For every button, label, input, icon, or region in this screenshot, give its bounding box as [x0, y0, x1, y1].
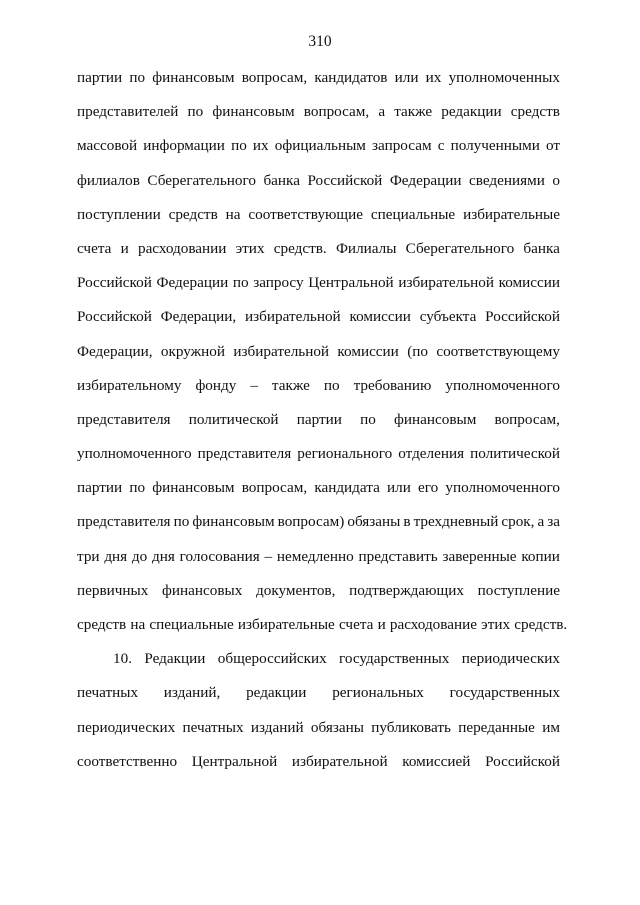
text-line: партии по финансовым вопросам, кандидатов или их уполномоченных	[77, 69, 560, 86]
text-line: Федерации, окружной избирательной комиссии (по соответствующему	[77, 342, 560, 360]
text-line: печатных изданий, редакции региональных государственных	[77, 684, 560, 702]
paragraph	[77, 648, 560, 785]
text-line: поступлении средств на соответствующие специальные избирательные	[77, 205, 560, 223]
paragraph	[77, 67, 568, 648]
text-line: избирательному фонду – также по требованию уполномоченного	[77, 376, 560, 394]
text-line: средств на специальные избирательные счета и расходование этих средств.	[77, 616, 568, 633]
text-line: партии по финансовым вопросам, кандидата или его уполномоченного	[77, 479, 560, 497]
text-line: соответственно Центральной избирательной комиссией Российской	[77, 752, 560, 770]
text-line: 10. Редакции общероссийских государственных периодических	[113, 650, 560, 668]
text-line: массовой информации по их официальным запросам с полученными от	[77, 137, 560, 155]
text-line: Российской Федерации по запросу Центральной избирательной комиссии	[77, 274, 560, 292]
text-line: первичных финансовых документов, подтверждающих поступление	[77, 581, 560, 599]
text-line: представителей по финансовым вопросам, а также редакции средств	[77, 103, 560, 121]
text-line: филиалов Сберегательного банка Российской Федерации сведениями о	[77, 171, 560, 189]
text-line: три дня до дня голосования – немедленно представить заверенные копии	[77, 547, 560, 565]
text-line: счета и расходовании этих средств. Филиалы Сберегательного банка	[77, 239, 560, 257]
text-line: представителя по финансовым вопросам) обязаны в трехдневный срок, а за	[77, 513, 560, 531]
text-line: представителя политической партии по финансовым вопросам,	[77, 410, 560, 428]
text-line: уполномоченного представителя регионального отделения политической	[77, 445, 560, 463]
text-line: Российской Федерации, избирательной комиссии субъекта Российской	[77, 308, 560, 326]
text-line: периодических печатных изданий обязаны публиковать переданные им	[77, 718, 560, 736]
page-number: 310	[308, 33, 332, 50]
document-body	[77, 67, 568, 785]
